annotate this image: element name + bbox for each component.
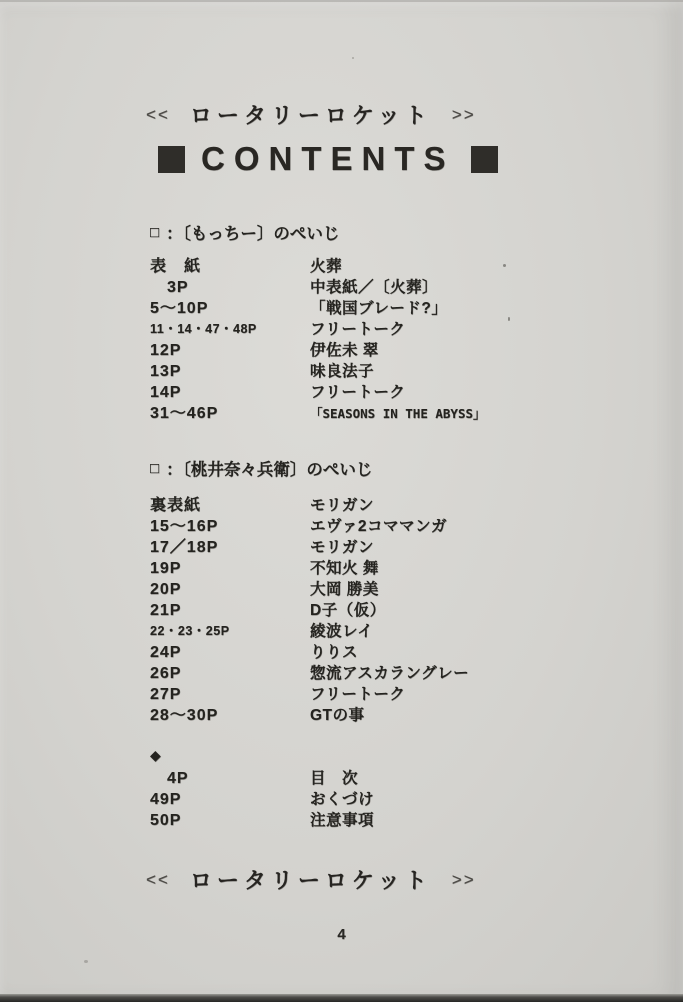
right-angle-marks: >> (451, 104, 476, 124)
toc-row (150, 361, 570, 382)
top-banner (146, 99, 476, 130)
toc-pages-cell: 27P (150, 686, 182, 703)
toc-pages-cell: 26P (150, 665, 182, 682)
section-header-misc (150, 747, 168, 764)
toc-title-cell: 火葬 (310, 258, 343, 275)
toc-row (150, 516, 570, 537)
bottom-banner (146, 864, 476, 895)
toc-title-cell: おくづけ (310, 791, 375, 808)
open-square-icon: □ (150, 459, 160, 477)
toc-title-cell: エヴァ2コママンガ (310, 518, 447, 535)
doujin-title: ロータリーロケット (189, 103, 432, 128)
toc-title-cell: フリートーク (310, 686, 406, 703)
toc-row (150, 789, 570, 810)
toc-pages-cell: 20P (150, 581, 182, 598)
toc-row (150, 382, 570, 403)
toc-section-mocchi (150, 256, 570, 424)
toc-row (150, 642, 570, 663)
toc-title-cell: モリガン (310, 497, 374, 514)
contents-heading (158, 140, 498, 178)
toc-title-cell: GTの事 (310, 707, 365, 724)
toc-pages-cell: 21P (150, 602, 182, 619)
section-title: ：〔もっちー〕のぺいじ (166, 225, 340, 243)
toc-pages-cell: 4P (150, 770, 189, 787)
scan-speck (84, 960, 88, 963)
toc-pages-cell: 15～16P (150, 518, 219, 535)
toc-pages-cell: 裏表紙 (150, 497, 202, 514)
toc-pages-cell: 11・14・47・48P (150, 322, 257, 336)
toc-row (150, 256, 570, 277)
contents-title: CONTENTS (201, 140, 455, 177)
toc-pages-cell: 3P (150, 279, 189, 296)
section-title: ：〔桃井奈々兵衛〕のぺいじ (166, 461, 373, 479)
toc-title-cell: 注意事項 (310, 812, 375, 829)
toc-pages-cell: 49P (150, 791, 182, 808)
doujin-title: ロータリーロケット (189, 868, 432, 893)
scan-edge-top (0, 0, 683, 2)
right-angle-marks: >> (451, 869, 476, 889)
toc-title-cell: フリートーク (310, 321, 406, 338)
scan-speck (352, 57, 354, 59)
toc-title-cell: D子（仮） (310, 602, 386, 619)
toc-title-cell: 中表紙／〔火葬〕 (310, 279, 439, 296)
toc-pages-cell: 19P (150, 560, 182, 577)
toc-title-cell: 目 次 (310, 770, 359, 787)
toc-row (150, 621, 570, 642)
toc-row (150, 298, 570, 319)
toc-row (150, 810, 570, 831)
page-number: 4 (337, 926, 346, 943)
toc-row (150, 663, 570, 684)
left-angle-marks: << (146, 104, 170, 124)
toc-pages-cell: 12P (150, 342, 182, 359)
toc-pages-cell: 5～10P (150, 300, 209, 317)
filled-square-right-icon (471, 146, 498, 173)
toc-title-cell: 惣流アスカラングレー (310, 665, 470, 682)
toc-title-cell: 味良法子 (310, 363, 375, 380)
toc-row (150, 495, 570, 516)
toc-title-cell: 「SEASONS IN THE ABYSS」 (310, 406, 486, 421)
toc-title-cell: 「戦国ブレード?」 (310, 300, 448, 317)
filled-square-left-icon (158, 146, 185, 173)
toc-row (150, 684, 570, 705)
toc-row (150, 579, 570, 600)
toc-pages-cell: 22・23・25P (150, 624, 230, 638)
toc-pages-cell: 28～30P (150, 707, 219, 724)
toc-title-cell: 大岡 勝美 (310, 581, 379, 598)
toc-row (150, 340, 570, 361)
toc-title-cell: りりス (310, 644, 359, 661)
toc-pages-cell: 13P (150, 363, 182, 380)
toc-section-momoi (150, 495, 570, 726)
toc-row (150, 705, 570, 726)
scan-speck (503, 264, 506, 267)
toc-row (150, 319, 570, 340)
section-header-momoi (150, 456, 372, 480)
toc-pages-cell: 14P (150, 384, 182, 401)
open-square-icon: □ (150, 223, 160, 241)
toc-pages-cell: 17／18P (150, 539, 219, 556)
toc-title-cell: 綾波レイ (310, 623, 374, 640)
toc-title-cell: フリートーク (310, 384, 406, 401)
toc-row (150, 277, 570, 298)
toc-pages-cell: 表 紙 (150, 258, 202, 275)
section-header-mocchi (150, 220, 339, 244)
toc-title-cell: モリガン (310, 539, 374, 556)
toc-row (150, 403, 570, 424)
toc-title-cell: 伊佐未 翠 (310, 342, 379, 359)
scan-speck (508, 317, 510, 321)
toc-pages-cell: 50P (150, 812, 182, 829)
toc-row (150, 600, 570, 621)
toc-row (150, 537, 570, 558)
toc-row (150, 768, 570, 789)
toc-title-cell: 不知火 舞 (310, 560, 379, 577)
toc-row (150, 558, 570, 579)
diamond-icon: ◆ (150, 747, 161, 763)
scan-edge-bottom (0, 994, 683, 1002)
left-angle-marks: << (146, 869, 170, 889)
toc-section-misc (150, 768, 570, 831)
toc-pages-cell: 31～46P (150, 405, 219, 422)
toc-pages-cell: 24P (150, 644, 182, 661)
